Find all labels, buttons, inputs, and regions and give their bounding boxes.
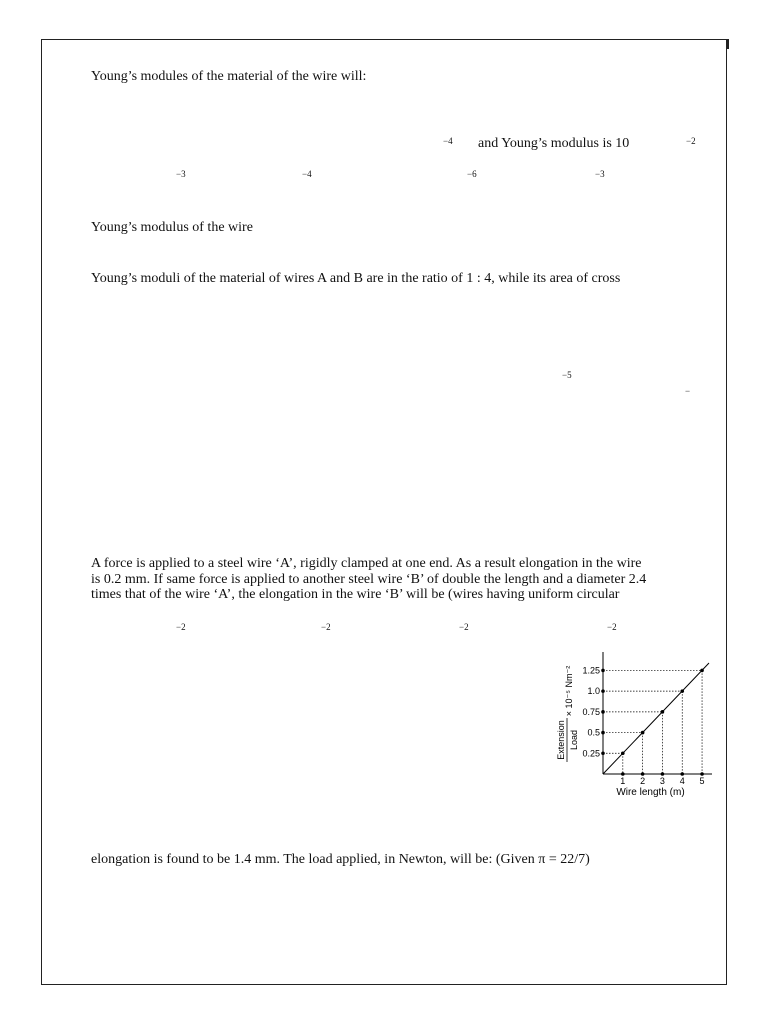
text-line-8: elongation is found to be 1.4 mm. The load applied, in Newton, will be: (Given π = 22/7) (91, 852, 590, 867)
data-point-2 (641, 731, 645, 735)
text-line-3: Young’s modulus of the wire (91, 220, 253, 235)
paragraph-line-1: A force is applied to a steel wire ‘A’, rigidly clamped at one end. As a result elongation in the wire (91, 556, 642, 571)
data-point-1 (621, 751, 625, 755)
x-tick-label-1: 1 (620, 776, 626, 786)
y-tick-dot-5 (601, 669, 605, 673)
extension-load-chart (548, 650, 718, 805)
x-tick-label-2: 2 (640, 776, 646, 786)
y-label-numerator: Extension (556, 720, 566, 760)
x-tick-dot-4 (680, 772, 684, 776)
option-exponent-g: −2 (459, 622, 469, 632)
superscript-minus-4: −4 (443, 136, 453, 146)
data-point-3 (661, 710, 665, 714)
text-line-1: Young’s modules of the material of the wire will: (91, 69, 367, 84)
question-paragraph (91, 556, 711, 603)
x-tick-label-4: 4 (679, 776, 685, 786)
option-exponent-a: −3 (176, 169, 186, 179)
option-exponent-d: −3 (595, 169, 605, 179)
paragraph-line-2: is 0.2 mm. If same force is applied to another steel wire ‘B’ of double the length and a diameter 2.4 (91, 571, 647, 587)
y-tick-dot-4 (601, 689, 605, 693)
y-tick-dot-3 (601, 710, 605, 714)
option-exponent-e: −2 (176, 622, 186, 632)
y-tick-label-5: 1.25 (582, 665, 600, 676)
trend-line (603, 663, 709, 774)
y-tick-label-4: 1.0 (587, 686, 600, 697)
text-line-2: and Young’s modulus is 10 (478, 136, 630, 151)
option-exponent-c: −6 (467, 169, 477, 179)
x-tick-label-5: 5 (699, 776, 705, 786)
y-tick-labels (582, 665, 600, 758)
data-point-4 (680, 689, 684, 693)
superscript-minus-5: −5 (562, 370, 572, 380)
superscript-minus: − (685, 386, 691, 396)
data-point-5 (700, 669, 704, 673)
x-tick-dot-5 (700, 772, 704, 776)
text-line-4: Young’s moduli of the material of wires A and B are in the ratio of 1 : 4, while its area of cross (91, 271, 621, 286)
option-exponent-b: −4 (302, 169, 312, 179)
y-axis-label (556, 666, 579, 762)
superscript-minus-2: −2 (686, 136, 696, 146)
y-label-unit: × 10⁻⁵ Nm⁻² (564, 665, 574, 717)
paragraph-line-3: times that of the wire ‘A’, the elongation in the wire ‘B’ will be (wires having uniform circular (91, 587, 620, 602)
option-exponent-f: −2 (321, 622, 331, 632)
x-axis-label: Wire length (m) (616, 787, 685, 798)
y-tick-label-3: 0.75 (582, 706, 600, 717)
x-tick-labels (620, 776, 704, 786)
x-tick-dot-2 (641, 772, 645, 776)
x-tick-label-3: 3 (659, 776, 665, 786)
y-tick-dot-2 (601, 731, 605, 735)
y-tick-dot-1 (601, 751, 605, 755)
x-tick-dot-1 (621, 772, 625, 776)
page-border (41, 39, 727, 985)
option-exponent-h: −2 (607, 622, 617, 632)
x-tick-dot-3 (661, 772, 665, 776)
page-edge-mark (727, 39, 729, 49)
y-tick-label-2: 0.5 (587, 727, 600, 738)
y-tick-label-1: 0.25 (582, 748, 600, 759)
y-label-denominator: Load (569, 729, 579, 751)
